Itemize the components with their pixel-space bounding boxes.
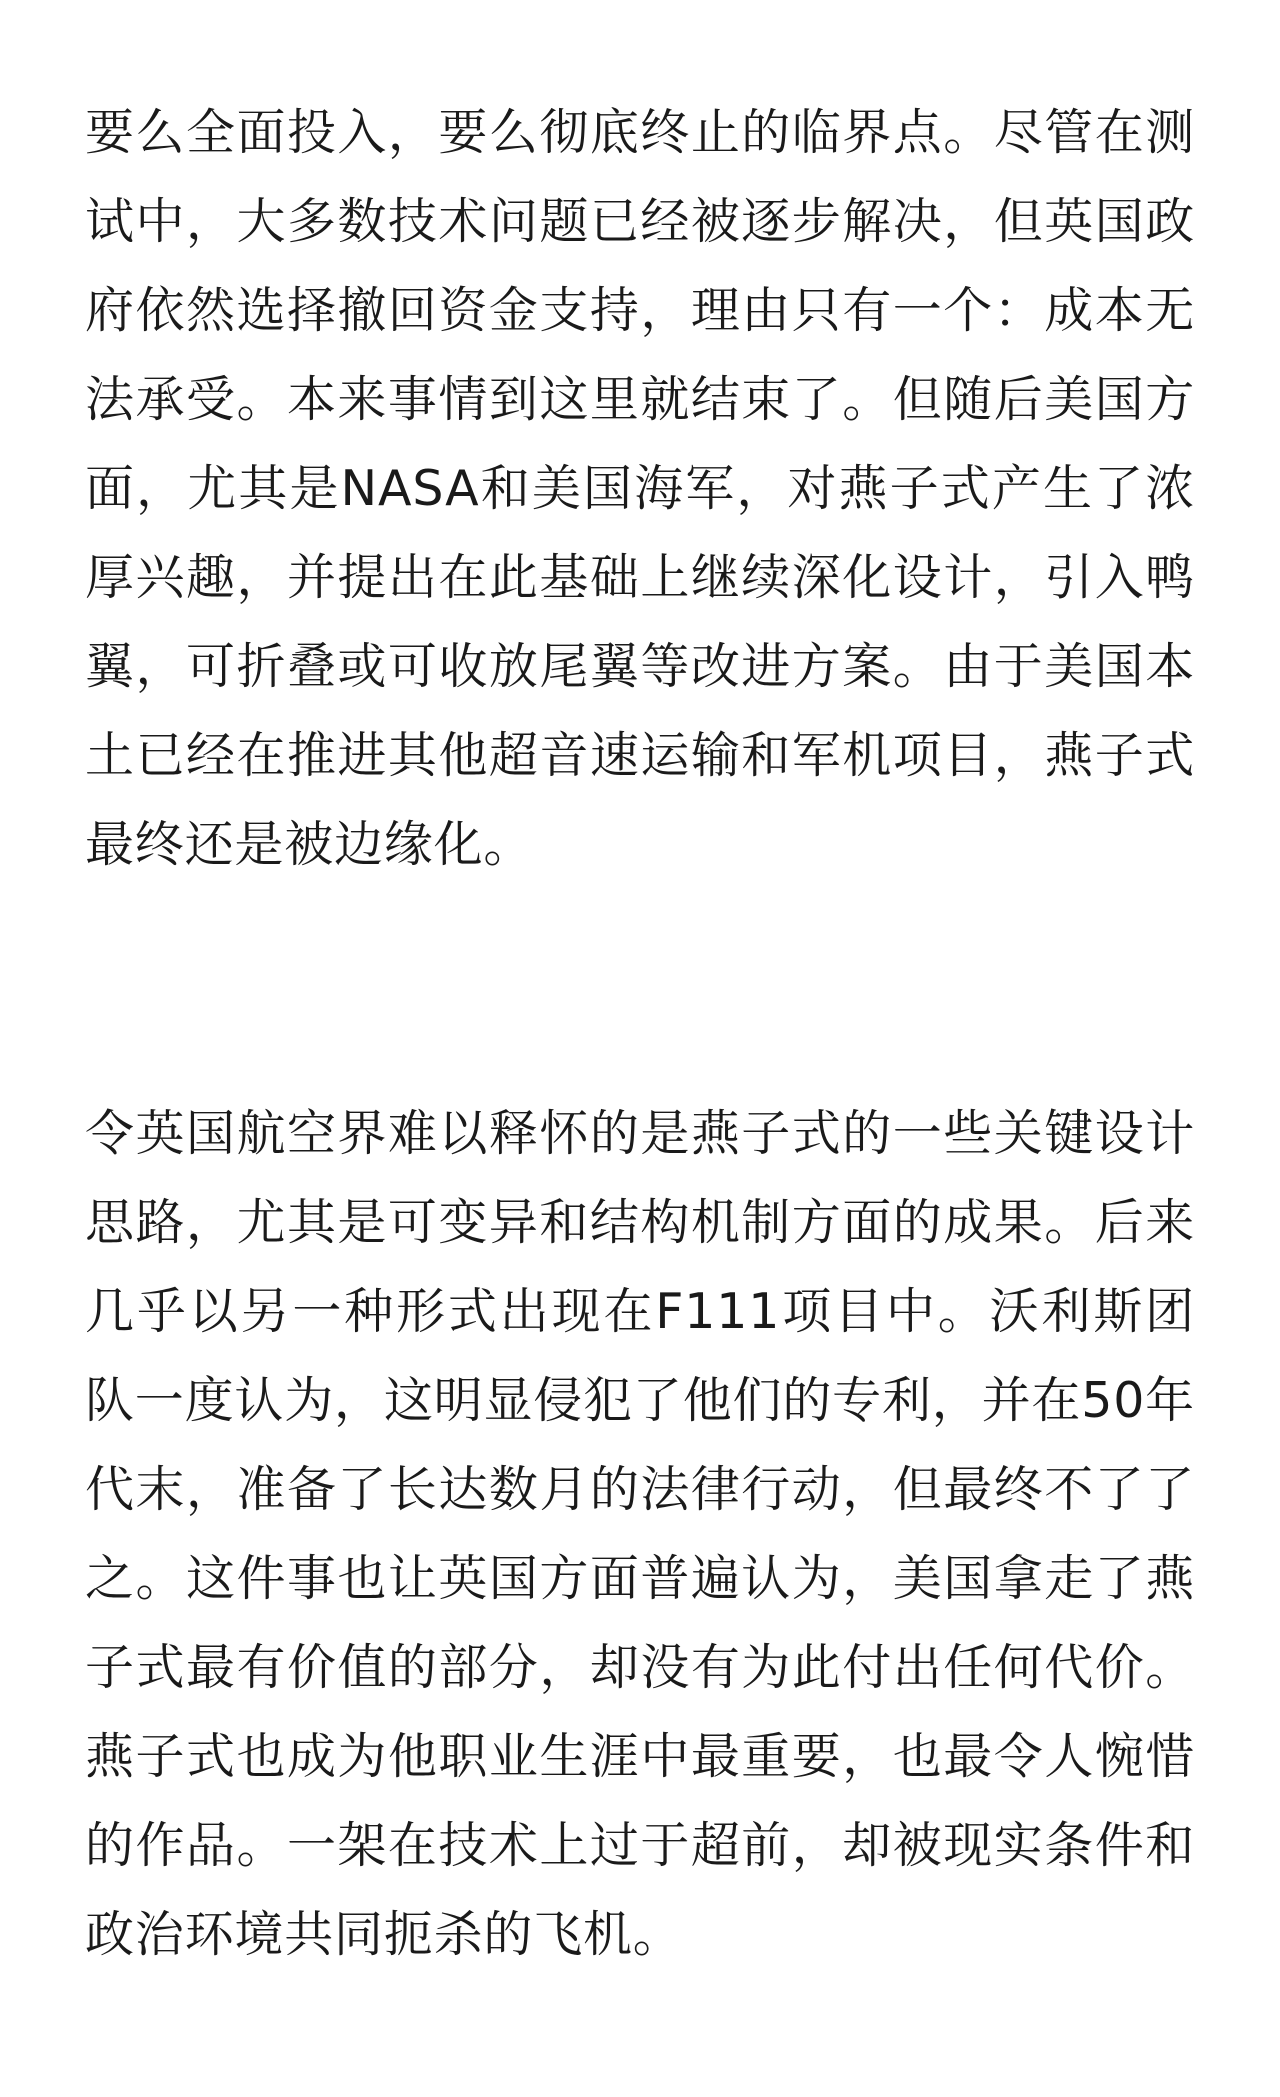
paragraph-1: 要么全面投入，要么彻底终止的临界点。尽管在测试中，大多数技术问题已经被逐步解决，但英国政府依然选择撤回资金支持，理由只有一个：成本无法承受。本来事情到这里就结束了。但随后美国方面，尤其是NASA和美国海军，对燕子式产生了浓厚兴趣，并提出在此基础上继续深化设计，引入鸭翼，可折叠或可收放尾翼等改进方案。由于美国本土已经在推进其他超音速运输和军机项目，燕子式最终还是被边缘化。	[85, 104, 1195, 873]
paragraph-2: 令英国航空界难以释怀的是燕子式的一些关键设计思路，尤其是可变异和结构机制方面的成果。后来几乎以另一种形式出现在F111项目中。沃利斯团队一度认为，这明显侵犯了他们的专利，并在50年代末，准备了长达数月的法律行动，但最终不了了之。这件事也让英国方面普遍认为，美国拿走了燕子式最有价值的部分，却没有为此付出任何代价。燕子式也成为他职业生涯中最重要，也最令人惋惜的作品。一架在技术上过于超前，却被现实条件和政治环境共同扼杀的飞机。	[85, 1105, 1195, 1963]
article-body	[85, 88, 1195, 1979]
